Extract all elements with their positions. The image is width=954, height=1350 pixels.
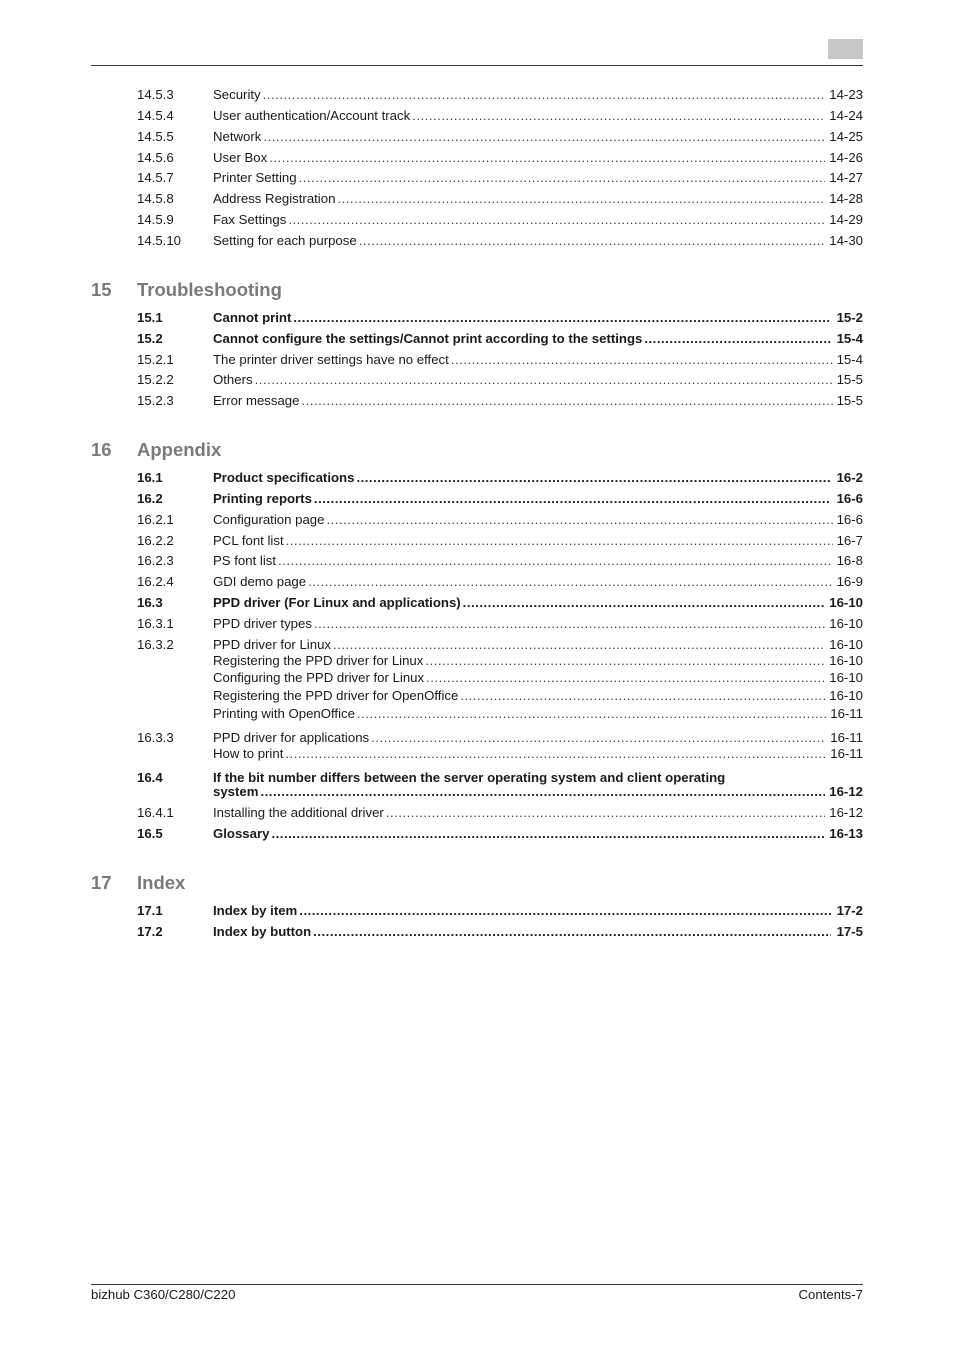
toc-page: 14-27: [829, 170, 863, 185]
toc-title: Printer Setting: [213, 170, 297, 185]
toc-entry[interactable]: [213, 730, 863, 746]
toc-number: 16.2.3: [137, 553, 174, 568]
footer-rule: [91, 1284, 863, 1285]
toc-title: The printer driver settings have no effect: [213, 352, 449, 367]
toc-entry[interactable]: [213, 553, 863, 569]
toc-page: 15-4: [836, 352, 863, 367]
toc-number: 15.1: [137, 310, 163, 325]
toc-entry[interactable]: [213, 372, 863, 388]
toc-page: 16-10: [829, 670, 863, 685]
chapter-number: 16: [91, 439, 112, 460]
toc-entry[interactable]: [213, 805, 863, 821]
toc-entry[interactable]: [213, 170, 863, 186]
toc-subentry[interactable]: [213, 746, 863, 762]
toc-page: 16-11: [830, 706, 863, 721]
toc-number: 16.1: [137, 470, 163, 485]
toc-subentry[interactable]: [213, 706, 863, 722]
toc-page: 16-11: [830, 730, 863, 745]
toc-number: 15.2: [137, 331, 163, 346]
toc-entry[interactable]: [213, 533, 863, 549]
toc-page: 16-10: [829, 595, 863, 610]
toc-page: 14-23: [829, 87, 863, 102]
chapter-title: Appendix: [137, 439, 222, 460]
toc-entry[interactable]: [213, 129, 863, 145]
toc-entry[interactable]: [213, 212, 863, 228]
toc-page: 14-24: [829, 108, 863, 123]
toc-number: 16.2: [137, 491, 163, 506]
toc-title: Registering the PPD driver for Linux: [213, 653, 424, 668]
toc-number: 14.5.3: [137, 87, 174, 102]
toc-page: 16-7: [836, 533, 863, 548]
toc-number: 14.5.7: [137, 170, 174, 185]
toc-title: How to print: [213, 746, 284, 761]
toc-title: Error message: [213, 393, 300, 408]
toc-entry[interactable]: [213, 903, 863, 919]
toc-number: 16.4.1: [137, 805, 174, 820]
toc-page: 15-2: [836, 310, 863, 325]
toc-page: 16-10: [829, 637, 863, 652]
toc-entry[interactable]: [213, 150, 863, 166]
toc-number: 16.2.4: [137, 574, 174, 589]
toc-title: Index by item: [213, 903, 298, 918]
toc-entry[interactable]: [213, 512, 863, 528]
toc-title: Product specifications: [213, 470, 355, 485]
toc-page: 16-9: [836, 574, 863, 589]
toc-number: 14.5.10: [137, 233, 181, 248]
footer-page-number: Contents-7: [798, 1287, 863, 1302]
chapter-number: 17: [91, 872, 112, 893]
toc-title: Network: [213, 129, 262, 144]
toc-subentry[interactable]: [213, 653, 863, 669]
toc-entry[interactable]: [213, 87, 863, 103]
toc-number: 14.5.4: [137, 108, 174, 123]
toc-entry[interactable]: [213, 637, 863, 653]
toc-page: 17-2: [836, 903, 863, 918]
toc-title: Configuration page: [213, 512, 325, 527]
toc-title: PPD driver for applications: [213, 730, 370, 745]
toc-title: Registering the PPD driver for OpenOffice: [213, 688, 459, 703]
toc-number: 14.5.6: [137, 150, 174, 165]
toc-number: 16.3.1: [137, 616, 174, 631]
toc-page: 15-4: [836, 331, 863, 346]
toc-page: 14-29: [829, 212, 863, 227]
chapter-heading[interactable]: [91, 872, 185, 894]
toc-page: 16-2: [836, 470, 863, 485]
toc-number: 14.5.9: [137, 212, 174, 227]
toc-title: Printing with OpenOffice: [213, 706, 355, 721]
toc-number: 14.5.8: [137, 191, 174, 206]
toc-entry[interactable]: [213, 470, 863, 486]
toc-entry-first-line[interactable]: If the bit number differs between the server operating system and client operating: [213, 770, 726, 785]
chapter-tab-marker: [828, 39, 863, 59]
toc-number: 16.5: [137, 826, 163, 841]
toc-number: 15.2.1: [137, 352, 174, 367]
toc-page: 16-10: [829, 616, 863, 631]
toc-title: PPD driver types: [213, 616, 312, 631]
toc-number: 16.4: [137, 770, 163, 785]
toc-entry[interactable]: [213, 784, 863, 800]
toc-page: 14-25: [829, 129, 863, 144]
toc-title: PS font list: [213, 553, 277, 568]
footer-product-name: bizhub C360/C280/C220: [91, 1287, 236, 1302]
toc-title: User Box: [213, 150, 268, 165]
toc-page: 17-5: [836, 924, 863, 939]
toc-subentry[interactable]: [213, 670, 863, 686]
toc-title: Glossary: [213, 826, 270, 841]
toc-entry[interactable]: [213, 108, 863, 124]
chapter-heading[interactable]: [91, 279, 282, 301]
toc-number: 16.2.1: [137, 512, 174, 527]
toc-number: 16.2.2: [137, 533, 174, 548]
toc-subentry[interactable]: [213, 688, 863, 704]
toc-entry[interactable]: [213, 574, 863, 590]
toc-page: 16-6: [836, 512, 863, 527]
toc-number: 14.5.5: [137, 129, 174, 144]
toc-page: 16-8: [836, 553, 863, 568]
toc-page: 14-30: [829, 233, 863, 248]
toc-entry[interactable]: [213, 924, 863, 940]
toc-entry[interactable]: [213, 310, 863, 326]
toc-title: Fax Settings: [213, 212, 287, 227]
toc-page: 15-5: [836, 393, 863, 408]
chapter-title: Index: [137, 872, 186, 893]
toc-entry[interactable]: [213, 491, 863, 507]
chapter-number: 15: [91, 279, 112, 300]
toc-number: 15.2.3: [137, 393, 174, 408]
toc-page: 15-5: [836, 372, 863, 387]
header-rule: [91, 65, 863, 66]
toc-page: 16-12: [829, 784, 863, 799]
toc-page: 16-11: [830, 746, 863, 761]
toc-number: 17.2: [137, 924, 163, 939]
toc-title: Printing reports: [213, 491, 312, 506]
toc-number: 16.3.3: [137, 730, 174, 745]
toc-entry[interactable]: [213, 331, 863, 347]
toc-number: 16.3: [137, 595, 163, 610]
chapter-title: Troubleshooting: [137, 279, 282, 300]
toc-page: 14-28: [829, 191, 863, 206]
toc-page: 14-26: [829, 150, 863, 165]
toc-page: 16-12: [829, 805, 863, 820]
toc-page: 16-13: [829, 826, 863, 841]
toc-title: Others: [213, 372, 253, 387]
toc-title: Cannot configure the settings/Cannot print according to the settings: [213, 331, 643, 346]
toc-number: 15.2.2: [137, 372, 174, 387]
toc-title: PPD driver (For Linux and applications): [213, 595, 461, 610]
toc-title: GDI demo page: [213, 574, 307, 589]
toc-entry[interactable]: [213, 191, 863, 207]
toc-title: system: [213, 784, 259, 799]
toc-entry[interactable]: [213, 595, 863, 611]
toc-entry[interactable]: [213, 352, 863, 368]
toc-title: Configuring the PPD driver for Linux: [213, 670, 425, 685]
toc-number: 16.3.2: [137, 637, 174, 652]
toc-entry[interactable]: [213, 393, 863, 409]
toc-title: Address Registration: [213, 191, 336, 206]
toc-title: Installing the additional driver: [213, 805, 384, 820]
chapter-heading[interactable]: [91, 439, 221, 461]
toc-entry[interactable]: [213, 233, 863, 249]
toc-title: Security: [213, 87, 261, 102]
toc-page: 16-10: [829, 653, 863, 668]
toc-page: 16-10: [829, 688, 863, 703]
toc-title: PCL font list: [213, 533, 284, 548]
toc-title: Index by button: [213, 924, 312, 939]
toc-title: Cannot print: [213, 310, 292, 325]
toc-page: 16-6: [836, 491, 863, 506]
toc-title: PPD driver for Linux: [213, 637, 331, 652]
toc-entry[interactable]: [213, 616, 863, 632]
toc-title: User authentication/Account track: [213, 108, 411, 123]
toc-title: Setting for each purpose: [213, 233, 357, 248]
toc-entry[interactable]: [213, 826, 863, 842]
toc-number: 17.1: [137, 903, 163, 918]
